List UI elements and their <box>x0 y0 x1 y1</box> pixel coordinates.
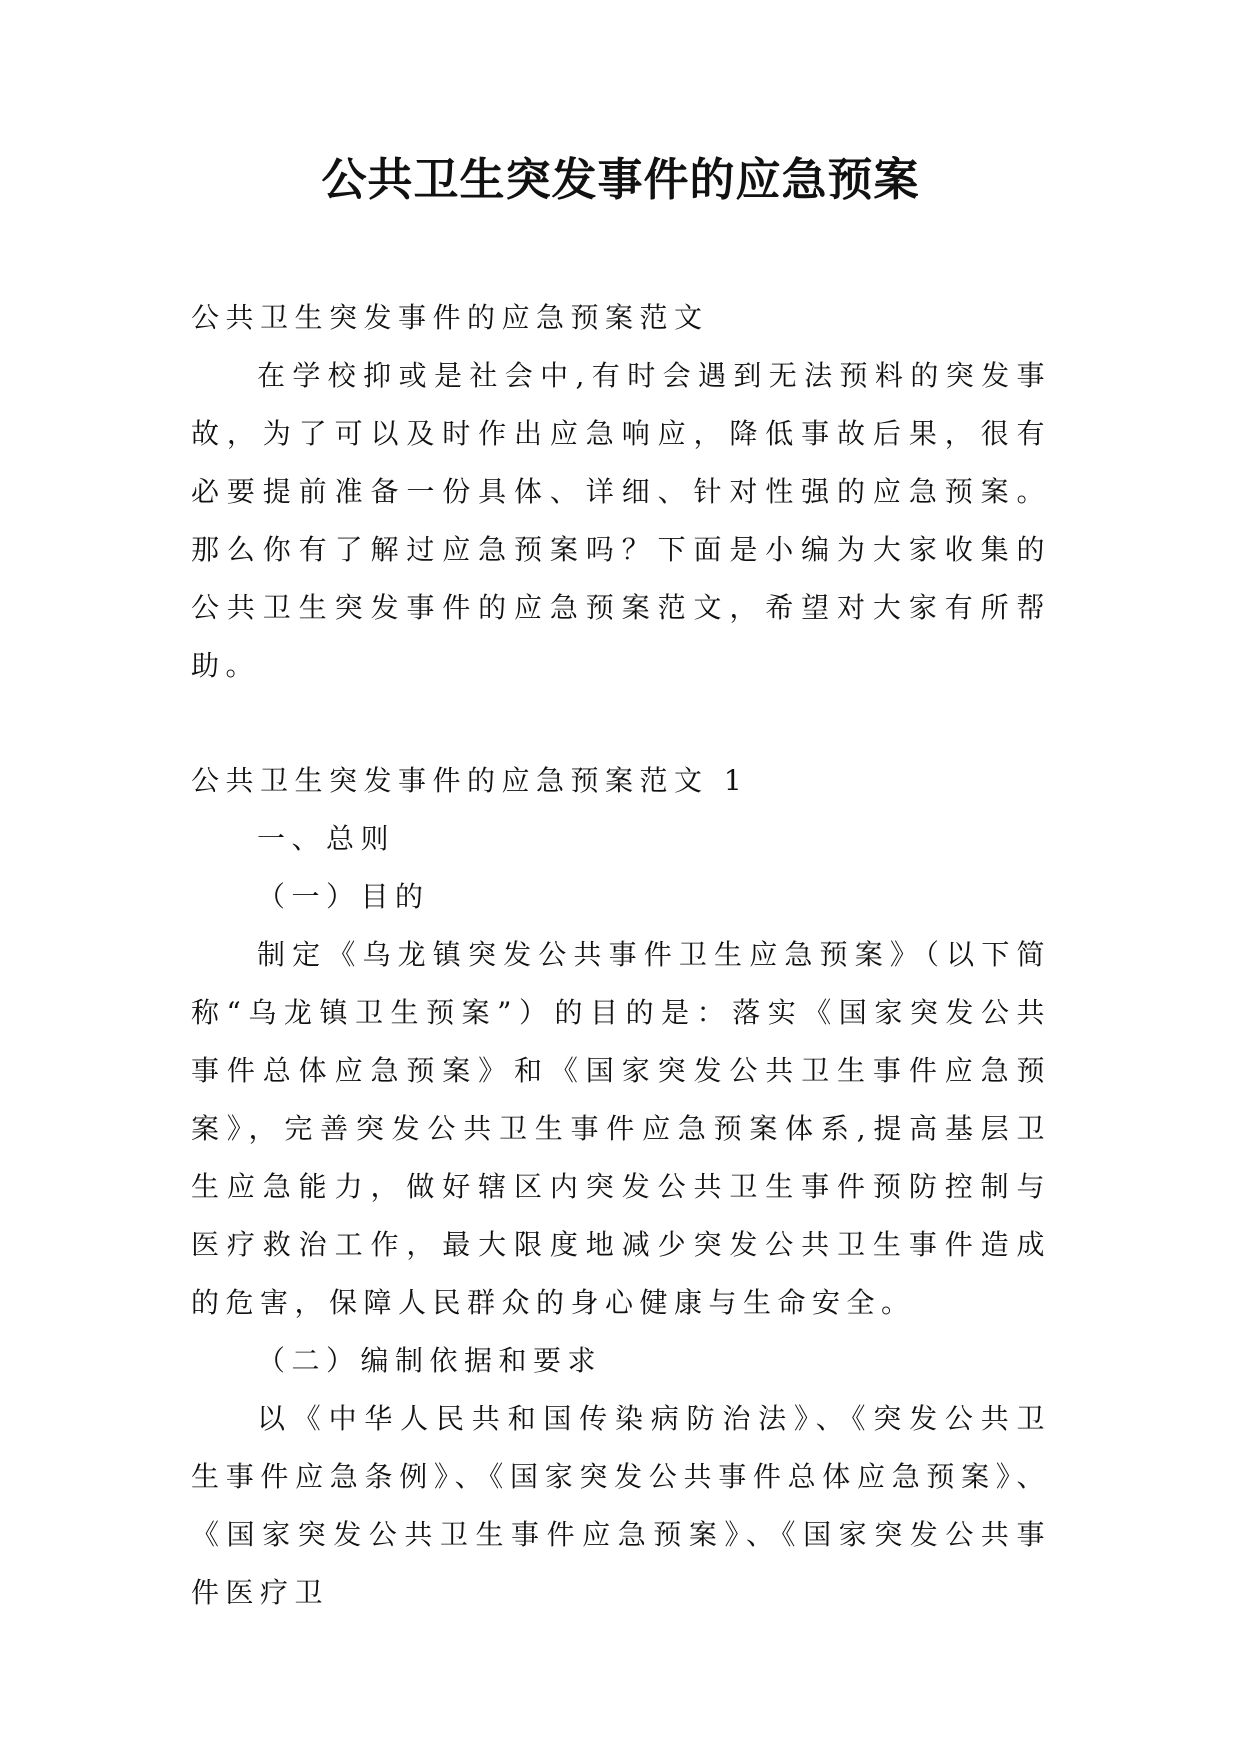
document-title: 公共卫生突发事件的应急预案 <box>321 153 920 206</box>
document-subtitle: 公共卫生突发事件的应急预案范文 <box>191 301 709 334</box>
heading-general: 一、总则 <box>257 822 396 855</box>
intro-block <box>191 289 1051 695</box>
heading-purpose: （一）目的 <box>257 880 430 913</box>
heading-basis: （二）编制依据和要求 <box>257 1344 603 1377</box>
intro-paragraph: 在学校抑或是社会中,有时会遇到无法预料的突发事故，为了可以及时作出应急响应，降低事故后果，很有必要提前准备一份具体、详细、针对性强的应急预案。那么你有了解过应急预案吗？下面是小编为大家收集的公共卫生突发事件的应急预案范文，希望对大家有所帮助。 <box>191 359 1051 682</box>
purpose-paragraph: 制定《乌龙镇突发公共事件卫生应急预案》（以下简称“乌龙镇卫生预案”）的目的是：落实《国家突发公共事件总体应急预案》和《国家突发公共卫生事件应急预案》，完善突发公共卫生事件应急预案体系,提高基层卫生应急能力，做好辖区内突发公共卫生事件预防控制与医疗救治工作，最大限度地减少突发公共卫生事件造成的危害，保障人民群众的身心健康与生命安全。 <box>191 938 1051 1319</box>
basis-paragraph: 以《中华人民共和国传染病防治法》、《突发公共卫生事件应急条例》、《国家突发公共事件总体应急预案》、《国家突发公共卫生事件应急预案》、《国家突发公共事件医疗卫 <box>191 1402 1051 1609</box>
section-title: 公共卫生突发事件的应急预案范文 1 <box>191 764 749 797</box>
main-section <box>191 752 1051 1622</box>
